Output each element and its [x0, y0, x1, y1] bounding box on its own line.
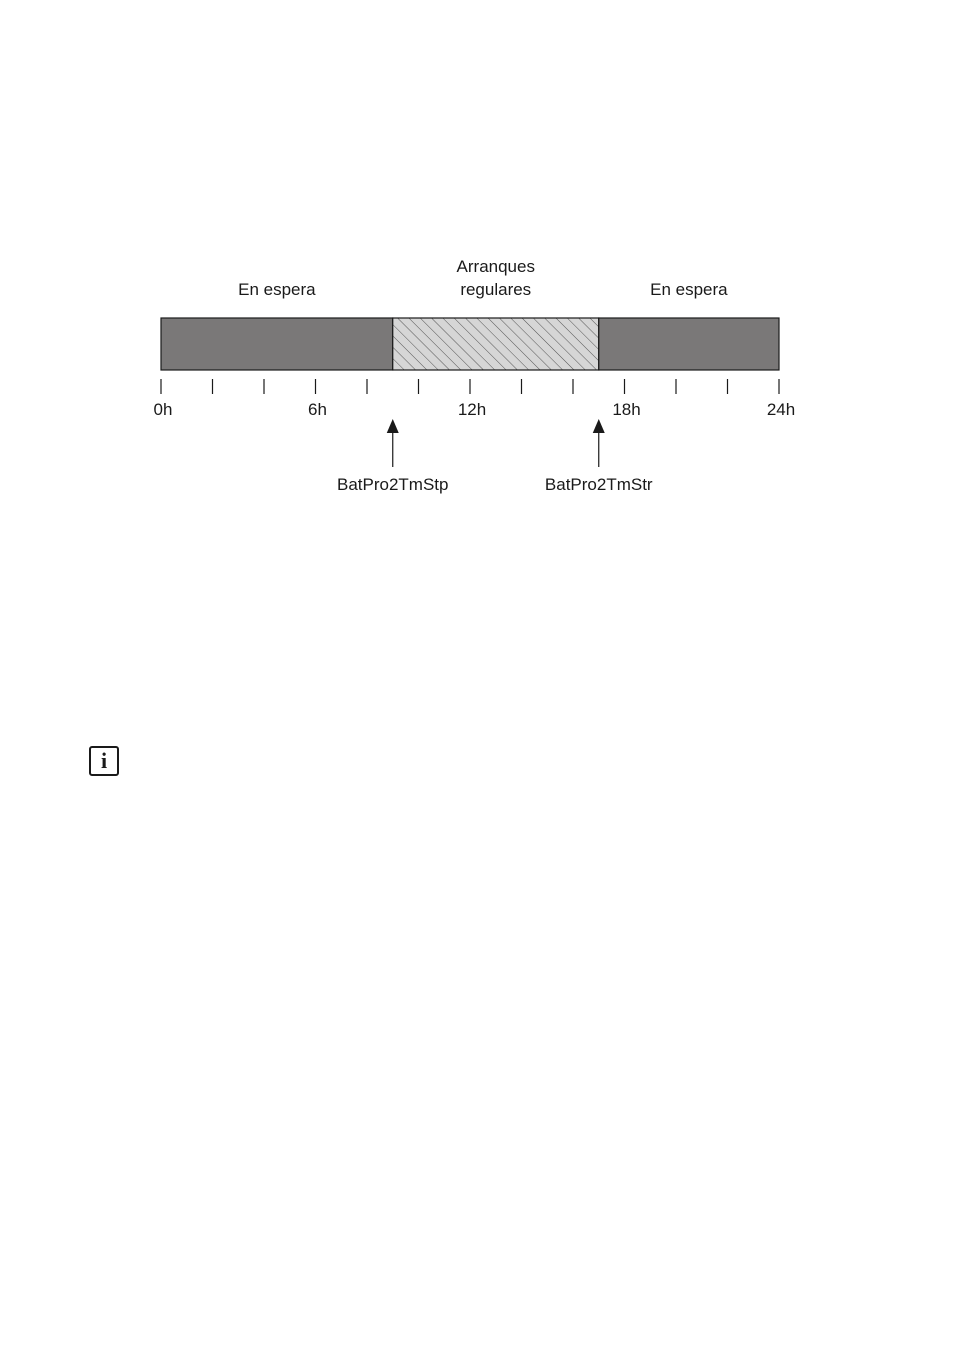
segment-bar-1 — [393, 318, 599, 370]
segment-bar-2 — [599, 318, 779, 370]
tick-label-12h: 12h — [457, 400, 487, 419]
info-icon: i — [89, 746, 119, 776]
segment-label-regular-starts — [457, 255, 535, 301]
segment-bar-0 — [161, 318, 393, 370]
marker-label-batpro2tmstr: BatPro2TmStr — [544, 475, 653, 494]
marker-arrow-1 — [593, 419, 605, 467]
segment-label-standby-right: En espera — [650, 280, 728, 299]
segment-label-standby-left: En espera — [238, 280, 316, 299]
tick-label-6h: 6h — [308, 400, 327, 419]
segment-label-line-1: Arranques — [456, 257, 535, 276]
tick-label-18h: 18h — [612, 400, 641, 419]
tick-label-0h: 0h — [153, 400, 173, 419]
tick-label-24h: 24h — [766, 400, 796, 419]
marker-label-batpro2tmstp: BatPro2TmStp — [337, 475, 449, 494]
marker-arrow-0 — [387, 419, 399, 467]
segment-label-line-2: regulares — [460, 280, 532, 299]
